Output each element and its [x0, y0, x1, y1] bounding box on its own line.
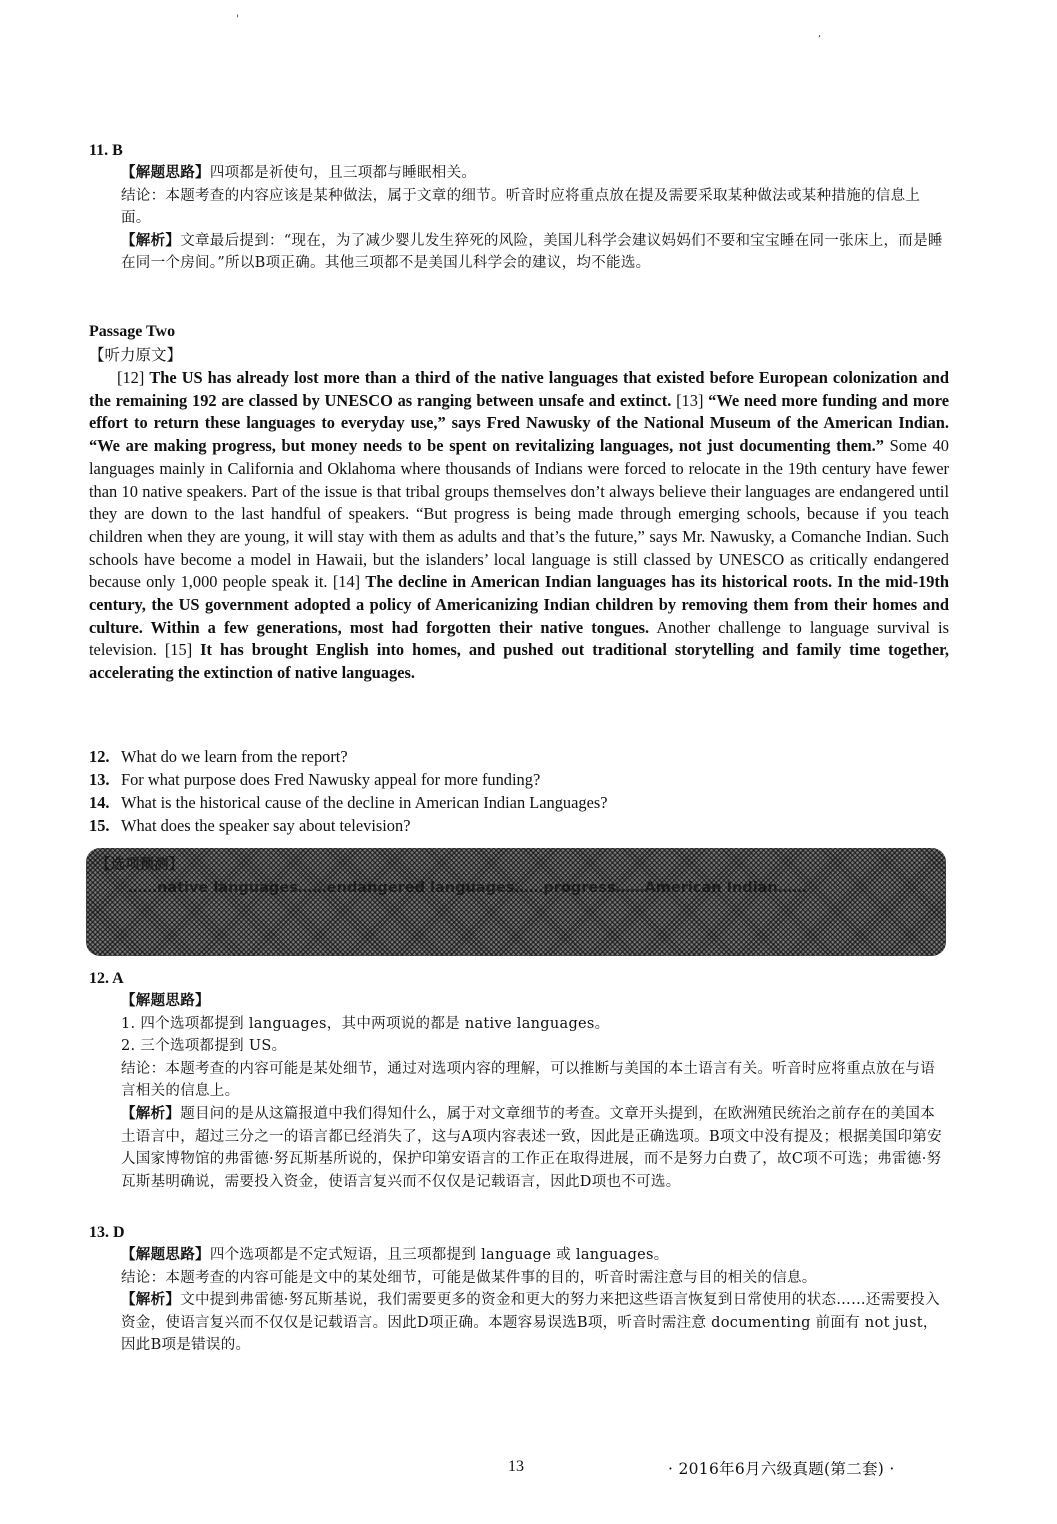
scan-speck: ' [236, 14, 239, 25]
section-label: 【解题思路】 [121, 165, 210, 181]
solution-approach: 【解题思路】四个选项都是不定式短语，且三项都提到 language 或 languages。 [121, 1247, 669, 1263]
answer-q11 [89, 140, 949, 275]
conclusion: 结论：本题考查的内容可能是某处细节，通过对选项内容的理解，可以推断与美国的本土语言有关。听音时应将重点放在与语言相关的信息上。 [121, 1060, 935, 1100]
section-label: 【解析】 [121, 232, 181, 249]
analysis: 【解析】题目问的是从这篇报道中我们得知什么，属于对文章细节的考查。文章开头提到，在欧洲殖民统治之前存在的美国本土语言中，超过三分之一的语言都已经消失了，这与A项内容表述一致，因此是正确选项。B项文中没有提及；根据美国印第安人国家博物馆的弗雷德·努瓦斯基所说的，保护印第安语言的工作正在取得进展，而不是努力白费了，故C项不可选；弗雷德·努瓦斯基明确说，需要投入资金，使语言复兴而不仅仅是记载语言，因此D项也不可选。 [121, 1105, 942, 1190]
key-sentence: The decline in American Indian languages has its historical roots. In the mid-19th century, the US government adopted a policy of Americanizing Indian children by removing them from their homes and culture. Within a few generations, most had forgotten their native tongues. [89, 572, 950, 637]
section-label: 【解析】 [121, 1292, 181, 1309]
prediction-label: 【选项预测】 [96, 857, 183, 873]
prediction-text: ……native languages……endangered languages……progress……American Indian…… [128, 879, 807, 896]
question-item: 12. What do we learn from the report? [89, 747, 348, 766]
answer-q12 [89, 968, 949, 1193]
question-item: 15. What does the speaker say about television? [89, 816, 411, 835]
transcript-run: [13] [671, 390, 709, 410]
answer-q13 [89, 1222, 949, 1357]
answer-heading: 13. D [89, 1224, 125, 1241]
transcript-text [89, 367, 949, 685]
key-sentence: It has brought English into homes, and pushed out traditional storytelling and family time together, accelerating the extinction of native languages. [89, 640, 949, 683]
transcript-run: Another challenge to language survival is television. [15] [89, 617, 949, 660]
analysis: 【解析】文中提到弗雷德·努瓦斯基说，我们需要更多的资金和更大的努力来把这些语言恢复到日常使用的状态……还需要投入资金，使语言复兴而不仅仅是记载语言。因此D项正确。本题容易误选B项，听音时需注意 documenting 前面有 not just，因此B项是错误的。 [121, 1292, 940, 1354]
conclusion: 结论：本题考查的内容应该是某种做法，属于文章的细节。听音时应将重点放在提及需要采取某种做法或某种措施的信息上面。 [121, 187, 921, 227]
section-label: 【解题思路】 [121, 1247, 210, 1263]
question-list [89, 745, 949, 837]
solution-approach: 【解题思路】四项都是祈使句，且三项都与睡眠相关。 [121, 165, 477, 181]
approach-point: 2. 三个选项都提到 US。 [121, 1038, 287, 1055]
answer-heading: 12. A [89, 970, 124, 987]
passage-title: Passage Two [89, 323, 176, 340]
question-item: 14. What is the historical cause of the decline in American Indian Languages? [89, 793, 608, 812]
transcript-run: [12] [117, 368, 150, 387]
section-label: 【解析】 [121, 1105, 181, 1122]
key-sentence: The US has already lost more than a third of the native languages that existed before European colonization and the remaining 192 are classed by UNESCO as ranging between unsafe and extinct. [89, 368, 949, 410]
transcript-paragraph [89, 367, 949, 685]
answer-heading: 11. B [89, 142, 123, 159]
approach-point: 1. 四个选项都提到 languages，其中两项说的都是 native languages。 [121, 1015, 610, 1032]
transcript-run: Some 40 languages mainly in California and Oklahoma where thousands of Indians were forced to relocate in the 19th century have fewer than 10 native speakers. Part of the issue is that tribal groups themselves don’t always believe their languages are endangered until they are down to the last handful of speakers. “But progress is being made through emerging schools, because if you teach children when they are young, it will stay with them as adults and that’s the future,” says Mr. Nawusky, a Comanche Indian. Such schools have become a model in Hawaii, but the islanders’ local language is still classed by UNESCO as critically endangered because only 1,000 people speak it. [14] [89, 436, 950, 592]
page-number: 13 [508, 1458, 524, 1475]
footer-title: · 2016年6月六级真题(第二套) · [668, 1460, 895, 1478]
transcript-label: 【听力原文】 [89, 346, 183, 364]
key-sentence: “We need more funding and more effort to return these languages to everyday use,” says Fred Nawusky of the National Museum of the American Indian. “We are making progress, but money needs to be spent on revitalizing languages, not just documenting them.” [89, 390, 949, 456]
option-prediction-box [86, 848, 946, 956]
question-item: 13. For what purpose does Fred Nawusky appeal for more funding? [89, 770, 541, 789]
passage-two [89, 321, 949, 685]
conclusion: 结论：本题考查的内容可能是文中的某处细节，可能是做某件事的目的，听音时需注意与目的相关的信息。 [121, 1269, 817, 1286]
section-label: 【解题思路】 [121, 993, 210, 1009]
analysis: 【解析】文章最后提到：“现在，为了减少婴儿发生猝死的风险，美国儿科学会建议妈妈们不要和宝宝睡在同一张床上，而是睡在同一个房间。”所以B项正确。其他三项都不是美国儿科学会的建议，均不能选。 [121, 232, 943, 272]
scan-speck: , [818, 28, 822, 39]
